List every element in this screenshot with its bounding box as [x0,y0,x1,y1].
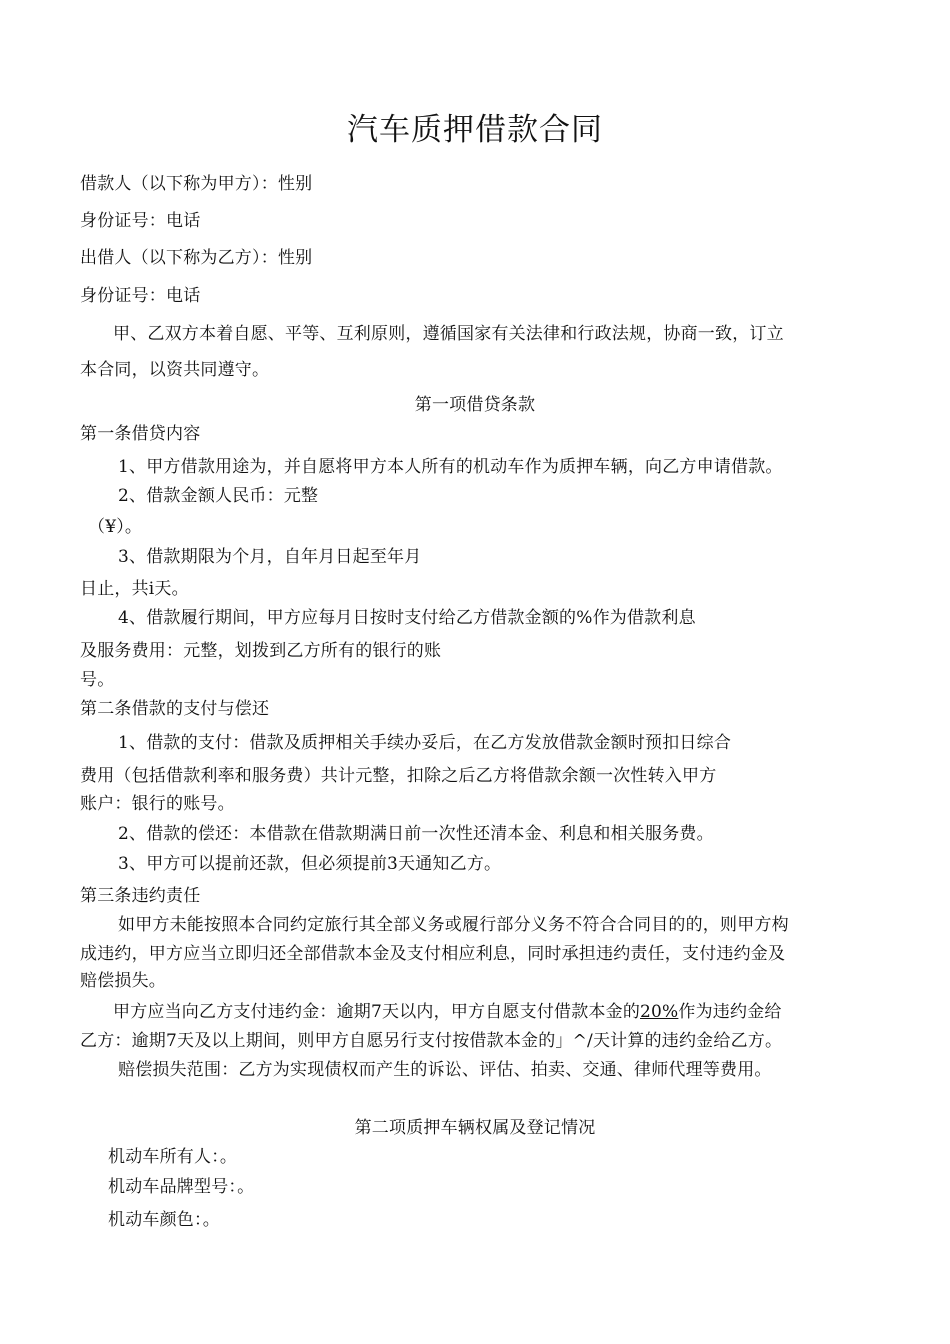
article3-para2-a-pre: 甲方应当向乙方支付违约金：逾期7天以内，甲方自愿支付借款本金的 [113,1002,641,1022]
article3-para2-b: 乙方：逾期7天及以上期间，则甲方自愿另行支付按借款本金的」^/天计算的违约金给乙方。 [80,1031,783,1051]
lender-id-line: 身份证号：电话 [80,286,201,306]
article3-heading: 第三条违约责任 [80,886,201,906]
article2-heading: 第二条借款的支付与偿还 [80,699,270,719]
article2-item-1c: 账户：银行的账号。 [80,794,235,814]
section2-heading: 第二项质押车辆权属及登记情况 [354,1118,596,1138]
article1-item-2b: （¥）。 [88,517,143,537]
article1-item-3b: 日止，共i天。 [80,579,189,599]
vehicle-model-line: 机动车品牌型号：。 [108,1177,255,1197]
article2-item-3: 3、甲方可以提前还款，但必须提前3天通知乙方。 [118,854,502,874]
document-title: 汽车质押借款合同 [347,112,603,148]
vehicle-owner-line: 机动车所有人：。 [108,1147,238,1167]
preamble-line-2: 本合同，以资共同遵守。 [80,360,270,380]
article1-item-2a: 2、借款金额人民币：元整 [118,486,319,506]
article3-para3: 赔偿损失范围：乙方为实现债权而产生的诉讼、评估、拍卖、交通、律师代理等费用。 [118,1060,772,1080]
article1-item-4c: 号。 [80,670,115,690]
vehicle-color-line: 机动车颜色：。 [108,1210,220,1230]
article2-item-1b: 费用（包括借款利率和服务费）共计元整，扣除之后乙方将借款余额一次性转入甲方 [80,766,717,786]
article1-item-4b: 及服务费用：元整，划拨到乙方所有的银行的账 [80,641,442,661]
article1-item-4a: 4、借款履行期间，甲方应每月日按时支付给乙方借款金额的%作为借款利息 [118,608,696,628]
section1-heading: 第一项借贷条款 [414,395,536,415]
preamble-line-1: 甲、乙双方本着自愿、平等、互利原则，遵循国家有关法律和行政法规，协商一致，订立 [113,324,784,344]
article3-para2-a [113,1000,782,1024]
article3-para1-c: 赔偿损失。 [80,971,166,991]
borrower-id-line: 身份证号：电话 [80,211,201,231]
lender-line: 出借人（以下称为乙方）：性别 [80,248,313,268]
article2-item-2: 2、借款的偿还：本借款在借款期满日前一次性还清本金、利息和相关服务费。 [118,824,714,844]
article3-para2-a-post: 作为违约金给 [678,1002,782,1022]
article2-item-1a: 1、借款的支付：借款及质押相关手续办妥后，在乙方发放借款金额时预扣日综合 [118,733,732,753]
article3-para1-a: 如甲方未能按照本合同约定旅行其全部义务或履行部分义务不符合合同目的的，则甲方构 [118,915,789,935]
borrower-line: 借款人（以下称为甲方）：性别 [80,174,313,194]
article1-heading: 第一条借贷内容 [80,424,201,444]
article3-para1-b: 成违约，甲方应当立即归还全部借款本金及支付相应利息，同时承担违约责任，支付违约金及 [80,944,786,964]
article1-item-3a: 3、借款期限为个月，自年月日起至年月 [118,547,422,567]
penalty-percent: 20% [640,1002,679,1022]
article1-item-1: 1、甲方借款用途为，并自愿将甲方本人所有的机动车作为质押车辆，向乙方申请借款。 [118,457,783,477]
